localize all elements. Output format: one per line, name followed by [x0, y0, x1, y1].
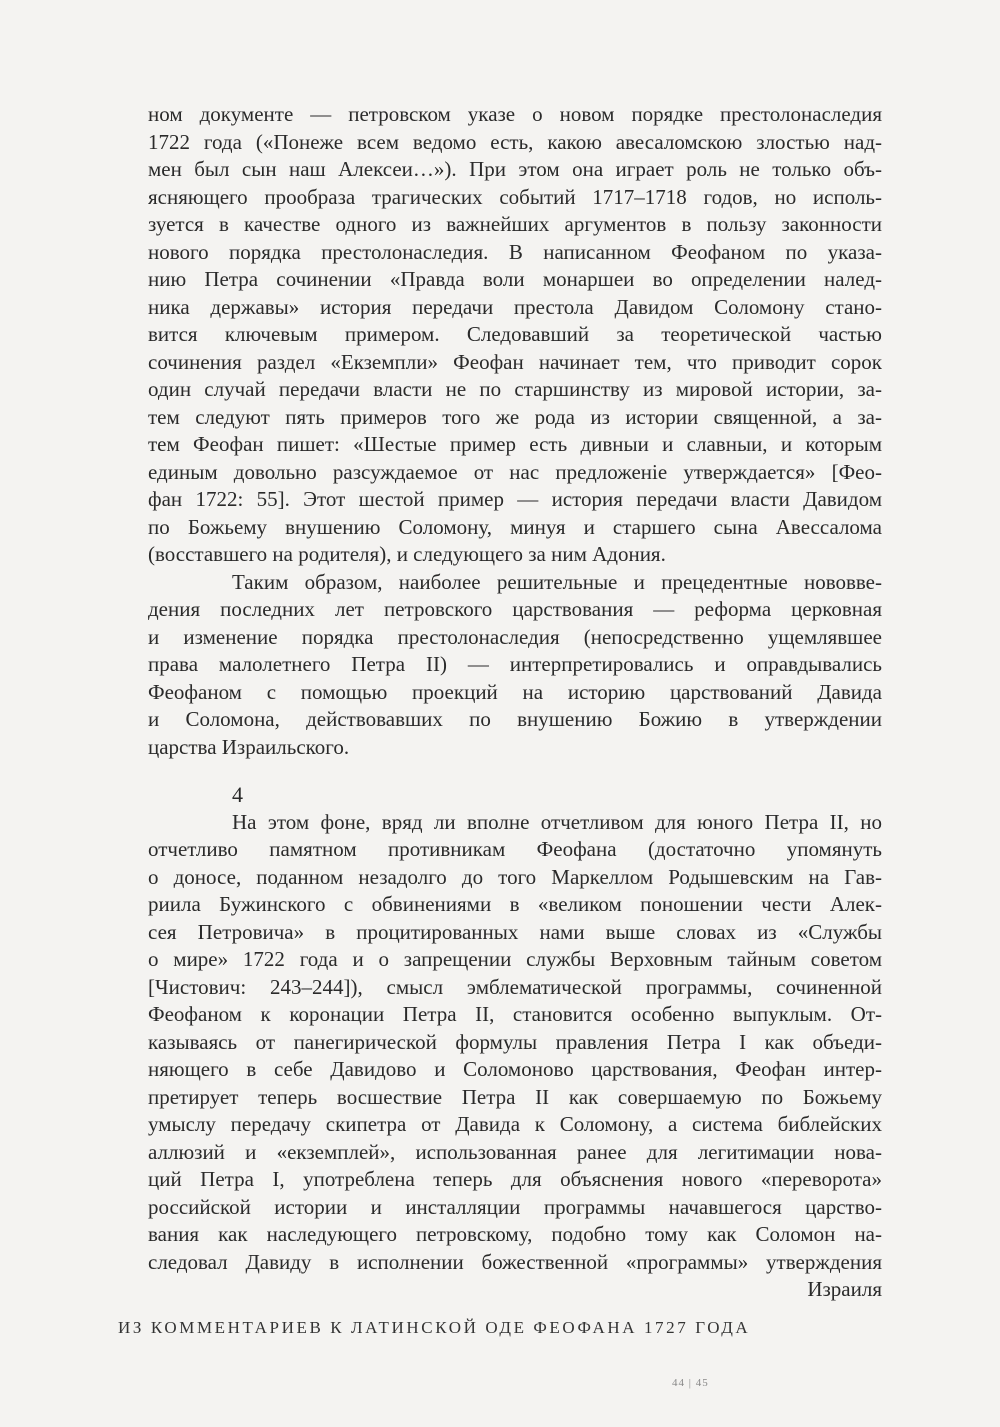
- text-line: нию Петра сочинении «Правда воли монаршеи во определении налед-: [148, 267, 882, 291]
- text-line: зуется в качестве одного из важнейших аргументов в пользу законности: [148, 212, 882, 236]
- section-number: 4: [232, 782, 243, 807]
- text-line: умыслу передачу скипетра от Давида к Соломону, а система библейских: [148, 1112, 882, 1136]
- text-line: вания как наследующего петровскому, подобно тому как Соломон на-: [148, 1222, 882, 1246]
- text-line: и изменение порядка престолонаследия (непосредственно ущемлявшее: [148, 624, 882, 649]
- text-line: На этом фоне, вряд ли вполне отчетливом для юного Петра II, но: [232, 809, 882, 834]
- text-line: сея Петровича» в процитированных нами выше словах из «Службы: [148, 919, 882, 944]
- text-line: российской истории и инсталляции программы начавшегося царство-: [148, 1194, 882, 1219]
- text-line: вится ключевым примером. Следовавший за теоретической частью: [148, 322, 882, 346]
- text-line: следовал Давиду в исполнении божественной «программы» утверждения: [148, 1249, 882, 1274]
- text-line: 1722 года («Понеже всем ведомо есть, какою авесаломскою злостью над-: [148, 129, 882, 154]
- text-line: няющего в себе Давидово и Соломоново царствования, Феофан интер-: [148, 1057, 882, 1081]
- text-line: мен был сын наш Алексеи…»). При этом она играет роль не только объ-: [148, 157, 882, 181]
- text-line: права малолетнего Петра II) — интерпретировались и оправдывались: [148, 652, 882, 676]
- text-line: тем Феофан пишет: «Шестые пример есть дивныи и славныи, и которым: [148, 432, 882, 456]
- text-line: царства Израильского.: [148, 734, 350, 759]
- text-line: отчетливо памятном противникам Феофана (достаточно упомянуть: [148, 837, 882, 861]
- page-number: 44 | 45: [672, 1377, 709, 1389]
- text-line: о доносе, поданном незадолго до того Маркеллом Родышевским на Гав-: [148, 864, 882, 889]
- text-line: фан 1722: 55]. Этот шестой пример — история передачи власти Давидом: [148, 487, 882, 511]
- text-line: Феофаном к коронации Петра II, становится особенно выпуклым. От-: [148, 1002, 882, 1026]
- text-line: и Соломона, действовавших по внушению Божию в утверждении: [148, 707, 882, 731]
- text-line: по Божьему внушению Соломону, минуя и старшего сына Авессалома: [148, 514, 882, 539]
- running-title: ИЗ КОММЕНТАРИЕВ К ЛАТИНСКОЙ ОДЕ ФЕОФАНА 1727 ГОДА: [118, 1318, 751, 1337]
- text-line: о мире» 1722 года и о запрещении службы Верховным тайным советом: [148, 947, 882, 971]
- text-line: один случай передачи власти не по старшинству из мировой истории, за-: [148, 377, 882, 401]
- text-line: Таким образом, наиболее решительные и прецедентные нововве-: [232, 569, 882, 594]
- body-text: [148, 101, 882, 1304]
- text-line: дения последних лет петровского царствования — реформа церковная: [148, 597, 882, 621]
- text-line: казываясь от панегирической формулы правления Петра I как объеди-: [148, 1029, 882, 1054]
- text-line: ясняющего прообраза трагических событий 1717–1718 годов, но исполь-: [148, 184, 882, 209]
- text-line: сочинения раздел «Екземпли» Феофан начинает тем, что приводит сорок: [148, 349, 882, 374]
- text-line: ном документе — петровском указе о новом порядке престолонаследия: [148, 102, 882, 126]
- text-line: тем следуют пять примеров того же рода из истории священной, а за-: [148, 404, 882, 429]
- text-line: ника державы» история передачи престола Давидом Соломону стано-: [148, 294, 882, 319]
- text-line: ций Петра I, употреблена теперь для объяснения нового «переворота»: [148, 1167, 882, 1191]
- text-line: единым довольно разсуждаемое от нас предложеніе утверждается» [Фео-: [148, 459, 882, 484]
- text-line: аллюзий и «екземплей», использованная ранее для легитимации нова-: [148, 1139, 882, 1164]
- text-line: претирует теперь восшествие Петра II как совершаемую по Божьему: [148, 1084, 882, 1109]
- continuation-word: Израиля: [807, 1277, 882, 1301]
- text-line: Феофаном с помощью проекций на историю царствований Давида: [148, 679, 882, 704]
- text-line: (восставшего на родителя), и следующего за ним Адония.: [148, 542, 666, 566]
- text-line: риила Бужинского с обвинениями в «великом поношении чести Алек-: [148, 892, 882, 916]
- text-line: нового порядка престолонаследия. В написанном Феофаном по указа-: [148, 239, 882, 264]
- text-line: [Чистович: 243–244]), смысл эмблематической программы, сочиненной: [148, 974, 882, 999]
